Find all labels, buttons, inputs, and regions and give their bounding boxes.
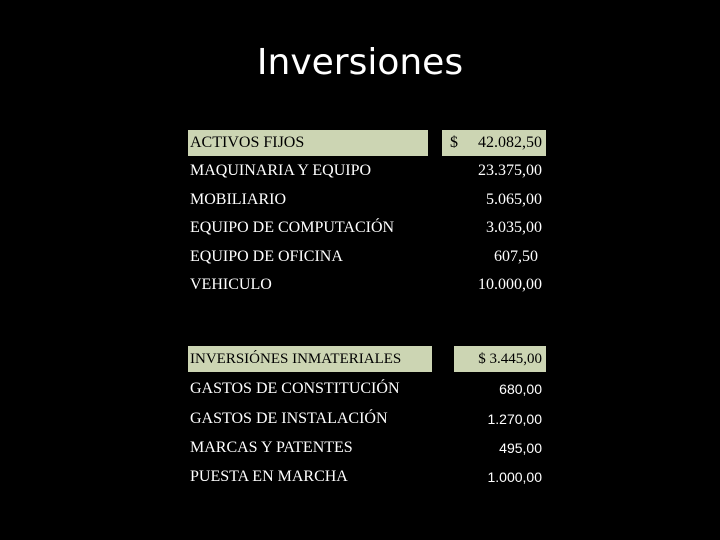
item-value: 607,50 bbox=[494, 248, 538, 265]
activos-fijos-header-row bbox=[188, 130, 546, 156]
table-row bbox=[188, 158, 546, 184]
item-label: VEHICULO bbox=[190, 276, 272, 293]
inmateriales-label: INVERSIÓNES INMATERIALES bbox=[190, 351, 402, 367]
slide-title: Inversiones bbox=[256, 42, 464, 83]
item-label: MAQUINARIA Y EQUIPO bbox=[190, 162, 372, 179]
table-row bbox=[188, 464, 546, 490]
activos-fijos-total-value: 42.082,50 bbox=[478, 134, 542, 151]
activos-fijos-currency: $ bbox=[450, 134, 458, 151]
item-value: 1.270,00 bbox=[487, 411, 542, 427]
item-value: 10.000,00 bbox=[478, 276, 542, 293]
table-row bbox=[188, 376, 546, 402]
item-label: EQUIPO DE COMPUTACIÓN bbox=[190, 219, 395, 236]
activos-fijos-label: ACTIVOS FIJOS bbox=[190, 134, 305, 151]
item-value: 3.035,00 bbox=[486, 219, 542, 236]
table-row bbox=[188, 244, 546, 270]
item-label: GASTOS DE INSTALACIÓN bbox=[190, 410, 388, 427]
item-label: MOBILIARIO bbox=[190, 191, 286, 208]
table-row bbox=[188, 187, 546, 213]
table-row bbox=[188, 272, 546, 298]
item-value: 680,00 bbox=[499, 381, 542, 397]
inmateriales-total: $ 3.445,00 bbox=[478, 351, 542, 367]
table-row bbox=[188, 215, 546, 241]
inversiones-inmateriales-header-row bbox=[188, 346, 546, 372]
item-label: PUESTA EN MARCHA bbox=[190, 468, 348, 485]
item-value: 1.000,00 bbox=[487, 469, 542, 485]
item-value: 23.375,00 bbox=[478, 162, 542, 179]
item-value: 5.065,00 bbox=[486, 191, 542, 208]
item-label: MARCAS Y PATENTES bbox=[190, 439, 353, 456]
activos-fijos-total bbox=[446, 130, 542, 156]
item-value: 495,00 bbox=[499, 440, 542, 456]
item-label: EQUIPO DE OFICINA bbox=[190, 248, 343, 265]
table-row bbox=[188, 435, 546, 461]
item-label: GASTOS DE CONSTITUCIÓN bbox=[190, 380, 400, 397]
table-row bbox=[188, 406, 546, 432]
